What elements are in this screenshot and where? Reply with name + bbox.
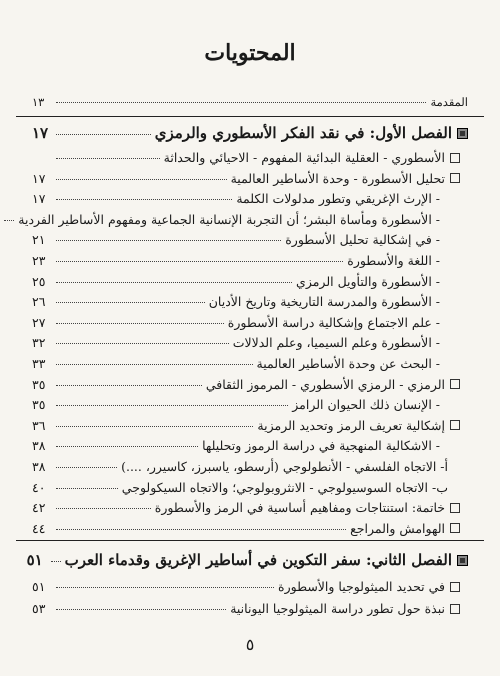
toc-entry-page: ٢٣ xyxy=(32,253,46,268)
toc-entry-label: أ- الاتجاه الفلسفي - الأنطولوجي (أرسطو، ياسبرز، كاسيرر، ....) xyxy=(121,459,448,474)
square-bullet-icon xyxy=(457,128,468,139)
leader-dots xyxy=(56,179,227,180)
toc-entry-page: ٤٠ xyxy=(32,479,46,495)
toc-entry-page: ٤٢ xyxy=(32,500,46,516)
leader-dots xyxy=(56,405,288,406)
divider xyxy=(16,116,484,117)
toc-entry[interactable] xyxy=(32,191,440,206)
toc-entry[interactable] xyxy=(32,274,440,289)
toc-entry[interactable] xyxy=(32,377,460,392)
toc-entry-label: الأسطوري - العقلية البدائية المفهوم - الاحيائي والحداثة xyxy=(163,150,445,165)
checkbox-bullet-icon xyxy=(450,582,460,592)
leader-dots xyxy=(56,609,226,610)
toc-entry[interactable] xyxy=(32,150,460,165)
toc-entry-page: ٢٧ xyxy=(32,314,46,330)
leader-dots xyxy=(56,323,224,324)
leader-dots xyxy=(56,102,426,103)
leader-dots xyxy=(56,529,346,530)
toc-entry-page: ٣٨ xyxy=(32,459,46,474)
checkbox-bullet-icon xyxy=(450,420,460,430)
toc-entry[interactable] xyxy=(32,356,440,371)
leader-dots xyxy=(56,426,253,427)
leader-dots xyxy=(56,364,253,365)
chapter-1-label: الفصل الأول: في نقد الفكر الأسطوري والرمزي xyxy=(154,124,452,142)
toc-entry-label: - الاشكالية المنهجية في دراسة الرموز وتحليلها xyxy=(202,438,440,454)
toc-entry[interactable] xyxy=(32,579,460,594)
divider xyxy=(16,540,484,541)
intro-entry[interactable] xyxy=(32,95,468,109)
leader-dots xyxy=(4,220,14,221)
toc-entry-label: الرمزي - الرمزي الأسطوري - المرموز الثقافي xyxy=(205,376,445,392)
toc-entry-page: ٣٦ xyxy=(32,417,46,433)
page-number: ٥ xyxy=(245,635,255,654)
toc-entry-page: ١٧ xyxy=(32,170,46,186)
checkbox-bullet-icon xyxy=(450,604,460,614)
toc-entry[interactable] xyxy=(32,397,440,412)
toc-entry-page: ٣٨ xyxy=(32,438,46,454)
leader-dots xyxy=(56,261,343,262)
page-title: المحتويات xyxy=(204,40,296,66)
checkbox-bullet-icon xyxy=(450,173,460,183)
toc-entry-page: ٥١ xyxy=(32,579,46,594)
toc-entry-label: - الأسطورة وعلم السيميا، وعلم الدلالات xyxy=(232,335,440,351)
toc-entry-label: تحليل الأسطورة - وحدة الأساطير العالمية xyxy=(230,170,445,186)
intro-page: ١٣ xyxy=(32,95,45,109)
leader-dots xyxy=(56,282,292,283)
toc-entry-page: ٢٥ xyxy=(32,273,46,289)
leader-dots xyxy=(56,343,229,344)
chapter-2-heading[interactable] xyxy=(26,551,468,569)
toc-entry-label: - الأسطورة والتأويل الرمزي xyxy=(296,273,440,289)
toc-entry-page: ٣٥ xyxy=(32,397,46,413)
intro-label: المقدمة xyxy=(430,95,468,109)
square-bullet-icon xyxy=(457,555,468,566)
chapter-2-label: الفصل الثاني: سفر التكوين في أساطير الإغريق وقدماء العرب xyxy=(64,551,452,569)
leader-dots xyxy=(56,240,281,241)
toc-entry-label: نبذة حول تطور دراسة الميثولوجيا اليونانية xyxy=(230,601,445,616)
toc-entry-label: إشكالية تعريف الرمز وتحديد الرمزية xyxy=(257,417,445,433)
toc-entry-label: في تحديد الميثولوجيا والأسطورة xyxy=(278,579,445,594)
leader-dots xyxy=(56,508,151,509)
toc-entry-label: خاتمة: استنتاجات ومفاهيم أساسية في الرمز والأسطورة xyxy=(154,500,445,516)
leader-dots xyxy=(56,446,198,447)
checkbox-bullet-icon xyxy=(450,503,460,513)
toc-entry[interactable] xyxy=(32,253,440,268)
toc-entry-page: ٢١ xyxy=(32,232,46,248)
leader-dots xyxy=(56,587,274,588)
toc-entry-page: ٣٣ xyxy=(32,356,46,371)
leader-dots xyxy=(51,561,61,562)
toc-entry-label: ب- الاتجاه السوسيولوجي - الانثروبولوجي؛ والاتجاه السيكولوجي xyxy=(121,479,448,495)
toc-entry[interactable] xyxy=(32,438,440,453)
toc-entry[interactable] xyxy=(32,500,460,515)
toc-entry-label: - علم الاجتماع وإشكالية دراسة الأسطورة xyxy=(227,314,440,330)
toc-entry-page: ٣٥ xyxy=(32,376,46,392)
toc-entry-label: - الأسطورة ومأساة البشر؛ أن التجربة الإنسانية الجماعية ومفهوم الأساطير الفردية xyxy=(18,211,440,227)
toc-entry[interactable] xyxy=(18,211,440,227)
toc-entry-label: - الإرث الإغريقي وتطور مدلولات الكلمة xyxy=(236,191,440,207)
chapter-2-page: ٥١ xyxy=(26,551,43,569)
toc-entry-label: - الإنسان ذلك الحيوان الرامز xyxy=(292,397,440,413)
toc-entry-page: ٤٤ xyxy=(32,520,46,536)
leader-dots xyxy=(56,158,160,159)
toc-entry-page: ٣٢ xyxy=(32,335,46,351)
checkbox-bullet-icon xyxy=(450,379,460,389)
leader-dots xyxy=(56,385,202,386)
toc-entry[interactable] xyxy=(32,480,448,495)
toc-entry-page: ٥٣ xyxy=(32,601,46,616)
toc-entry-page: ٢٦ xyxy=(32,294,46,310)
toc-entry[interactable] xyxy=(32,521,460,536)
toc-entry-page: ١٧ xyxy=(32,191,46,207)
toc-entry-label: - اللغة والأسطورة xyxy=(347,253,440,268)
leader-dots xyxy=(56,488,118,489)
chapter-1-page: ١٧ xyxy=(32,124,49,142)
toc-entry[interactable] xyxy=(32,335,440,350)
toc-entry-label: - البحث عن وحدة الأساطير العالمية xyxy=(256,356,440,371)
checkbox-bullet-icon xyxy=(450,153,460,163)
toc-entry[interactable] xyxy=(32,232,440,247)
chapter-1-heading[interactable] xyxy=(32,124,468,142)
toc-entry[interactable] xyxy=(32,418,460,433)
toc-entry[interactable] xyxy=(32,171,460,186)
toc-entry-label: - في إشكالية تحليل الأسطورة xyxy=(285,232,440,248)
toc-entry[interactable] xyxy=(32,294,440,309)
leader-dots xyxy=(56,134,151,135)
toc-entry[interactable] xyxy=(32,601,460,616)
toc-entry[interactable] xyxy=(32,315,440,330)
toc-entry-label: - الأسطورة والمدرسة التاريخية وتاريخ الأديان xyxy=(208,294,440,310)
toc-entry-label: الهوامش والمراجع xyxy=(350,520,445,536)
checkbox-bullet-icon xyxy=(450,523,460,533)
toc-entry[interactable] xyxy=(32,459,448,474)
leader-dots xyxy=(56,302,205,303)
leader-dots xyxy=(56,467,117,468)
leader-dots xyxy=(56,199,232,200)
